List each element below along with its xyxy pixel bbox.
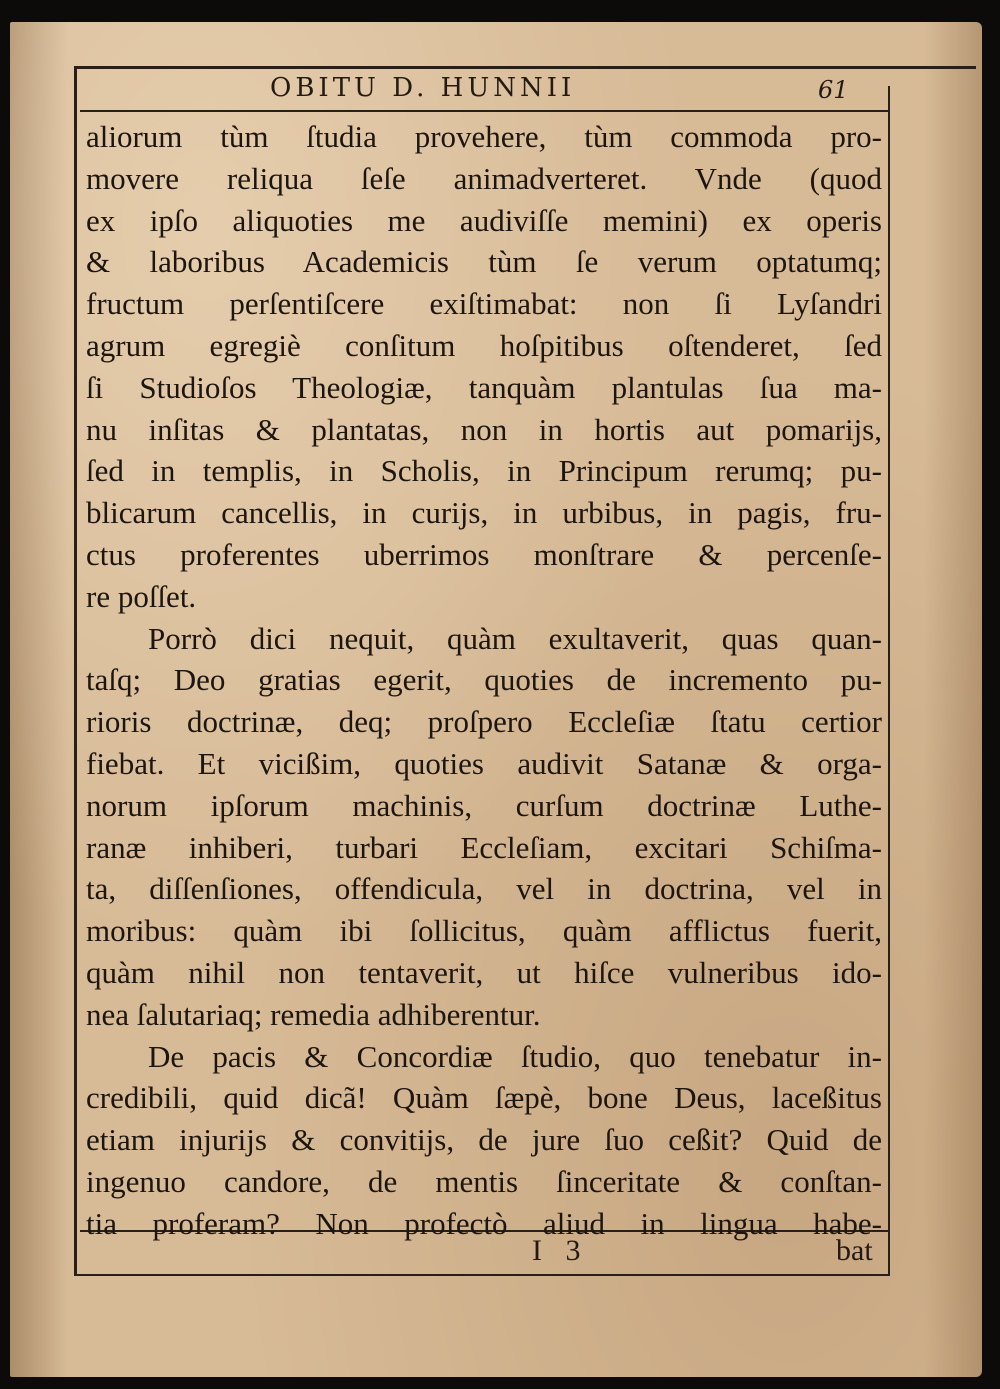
text-line: ſed in templis, in Scholis, in Principum rerumq; pu- (86, 453, 882, 489)
text-line: taſq; Deo gratias egerit, quoties de incremento pu- (86, 662, 882, 698)
header-rule (80, 110, 888, 112)
catchword: bat (836, 1234, 873, 1267)
text-line: credibili, quid dicã! Quàm ſæpè, bone Deus, laceßitus (86, 1080, 882, 1116)
text-line: re poſſet. (86, 578, 197, 614)
frame-rule-top (76, 66, 976, 69)
text-line: tia proferam? Non profectò aliud in lingua habe- (86, 1205, 882, 1241)
running-title: OBITU D. HUNNII (270, 73, 576, 103)
text-line: & laboribus Academicis tùm ſe verum optatumq; (86, 244, 882, 280)
text-line: quàm nihil non tentaverit, ut hiſce vulneribus ido- (86, 954, 882, 990)
text-line: norum ipſorum machinis, curſum doctrinæ Luthe- (86, 787, 882, 823)
text-line: De pacis & Concordiæ ſtudio, quo tenebatur in- (148, 1038, 882, 1074)
text-line: movere reliqua ſeſe animadverteret. Vnde (quod (86, 160, 882, 196)
text-line: nu inſitas & plantatas, non in hortis aut pomarijs, (86, 411, 882, 447)
text-line: ctus proferentes uberrimos monſtrare & percenſe- (86, 536, 882, 572)
text-line: Porrò dici nequit, quàm exultaverit, quas quan- (148, 620, 882, 656)
text-line: moribus: quàm ibi ſollicitus, quàm afflictus fuerit, (86, 913, 882, 949)
body-text (86, 116, 882, 1245)
text-line: ta, diſſenſiones, offendicula, vel in doctrina, vel in (86, 871, 882, 907)
text-line: ſi Studioſos Theologiæ, tanquàm plantulas ſua ma- (86, 369, 882, 405)
text-line: fiebat. Et vicißim, quoties audivit Satanæ & orga- (86, 745, 882, 781)
text-line: blicarum cancellis, in curijs, in urbibus, in pagis, fru- (86, 495, 882, 531)
text-line: etiam injurijs & convitijs, de jure ſuo ceßit? Quid de (86, 1122, 882, 1158)
frame-rule-right (888, 86, 890, 1276)
frame-rule-bottom (76, 1274, 890, 1276)
text-line: ingenuo candore, de mentis ſinceritate & conſtan- (86, 1163, 882, 1199)
text-line: agrum egregiè conſitum hoſpitibus oſtenderet, ſed (86, 327, 882, 363)
signature-mark: I 3 (532, 1234, 589, 1267)
text-line: aliorum tùm ſtudia provehere, tùm commoda pro- (86, 119, 882, 154)
frame-rule-left (74, 66, 77, 1276)
text-line: nea ſalutariaq; remedia adhiberentur. (86, 996, 541, 1032)
page-number: 61 (818, 76, 849, 104)
text-line: ex ipſo aliquoties me audiviſſe memini) ex operis (86, 202, 882, 238)
text-line: fructum perſentiſcere exiſtimabat: non ſi Lyſandri (86, 286, 882, 322)
text-line: ranæ inhiberi, turbari Eccleſiam, excitari Schiſma- (86, 829, 882, 865)
text-line: rioris doctrinæ, deq; proſpero Eccleſiæ ſtatu certior (86, 704, 882, 740)
